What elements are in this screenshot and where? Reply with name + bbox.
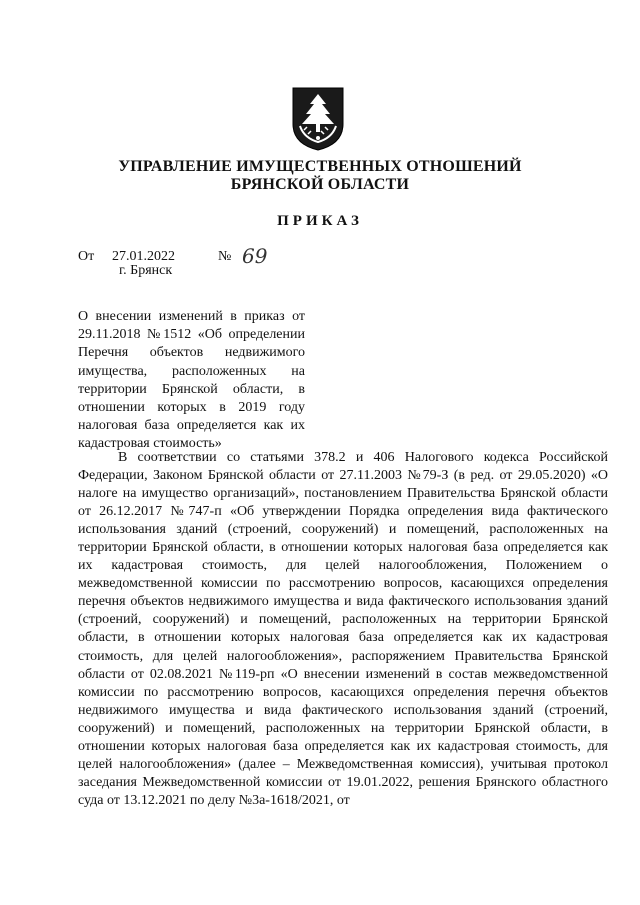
organization-name-line2: БРЯНСКОЙ ОБЛАСТИ bbox=[230, 176, 410, 193]
organization-name-line1: УПРАВЛЕНИЕ ИМУЩЕСТВЕННЫХ ОТНОШЕНИЙ bbox=[118, 158, 522, 175]
city: г. Брянск bbox=[119, 263, 173, 278]
body-paragraph: В соответствии со статьями 378.2 и 406 Налогового кодекса Российской Федерации, Законом Брянской области от 27.11.2003 №79-З (в ред. от 29.05.2020) «О налоге на имущество организаций», постановлением Правительства Брянской области от 26.12.2017 №747-п «Об утверждении Порядка определения вида фактического использования зданий (строений, сооружений) и помещений, расположенных на территории Брянской области, в отношении которых налоговая база определяется как их кадастровая стоимость, для целей налогообложения, Положением о межведомственной комиссии по рассмотрению вопросов, касающихся определения перечня объектов недвижимого имущества и вида фактического использования зданий (строений, сооружений) и помещений, расположенных на территории Брянской области, в отношении которых налоговая база определяется как их кадастровая стоимость, для целей налогообложения», распоряжением Правительства Брянской области от 02.08.2021 №119-рп «О внесении изменений в состав межведомственной комиссии по рассмотрению вопросов, касающихся определения перечня объектов недвижимого имущества и вида фактического использования зданий (строений, сооружений) и помещений, расположенных на территории Брянской области, в отношении которых налоговая база определяется как их кадастровая стоимость, для целей налогообложения» (далее – Межведомственная комиссия), учитывая протокол заседания Межведомственной комиссии от 19.01.2022, решения Брянского областного суда от 13.12.2021 по делу №3а-1618/2021, от bbox=[78, 450, 608, 808]
document-type: ПРИКАЗ bbox=[277, 213, 363, 229]
order-number: 69 bbox=[242, 244, 268, 268]
order-date: 27.01.2022 bbox=[112, 249, 175, 264]
number-label: № bbox=[218, 249, 232, 264]
order-subject: О внесении изменений в приказ от 29.11.2018 №1512 «Об определении Перечня объектов недвижимого имущества, расположенных на территории Брянской области, в отношении которых в 2019 году налоговая база определяется как их кадастровая стоимость» bbox=[78, 309, 305, 452]
from-label: От bbox=[78, 249, 95, 264]
bryansk-coat-of-arms-icon bbox=[290, 86, 346, 152]
